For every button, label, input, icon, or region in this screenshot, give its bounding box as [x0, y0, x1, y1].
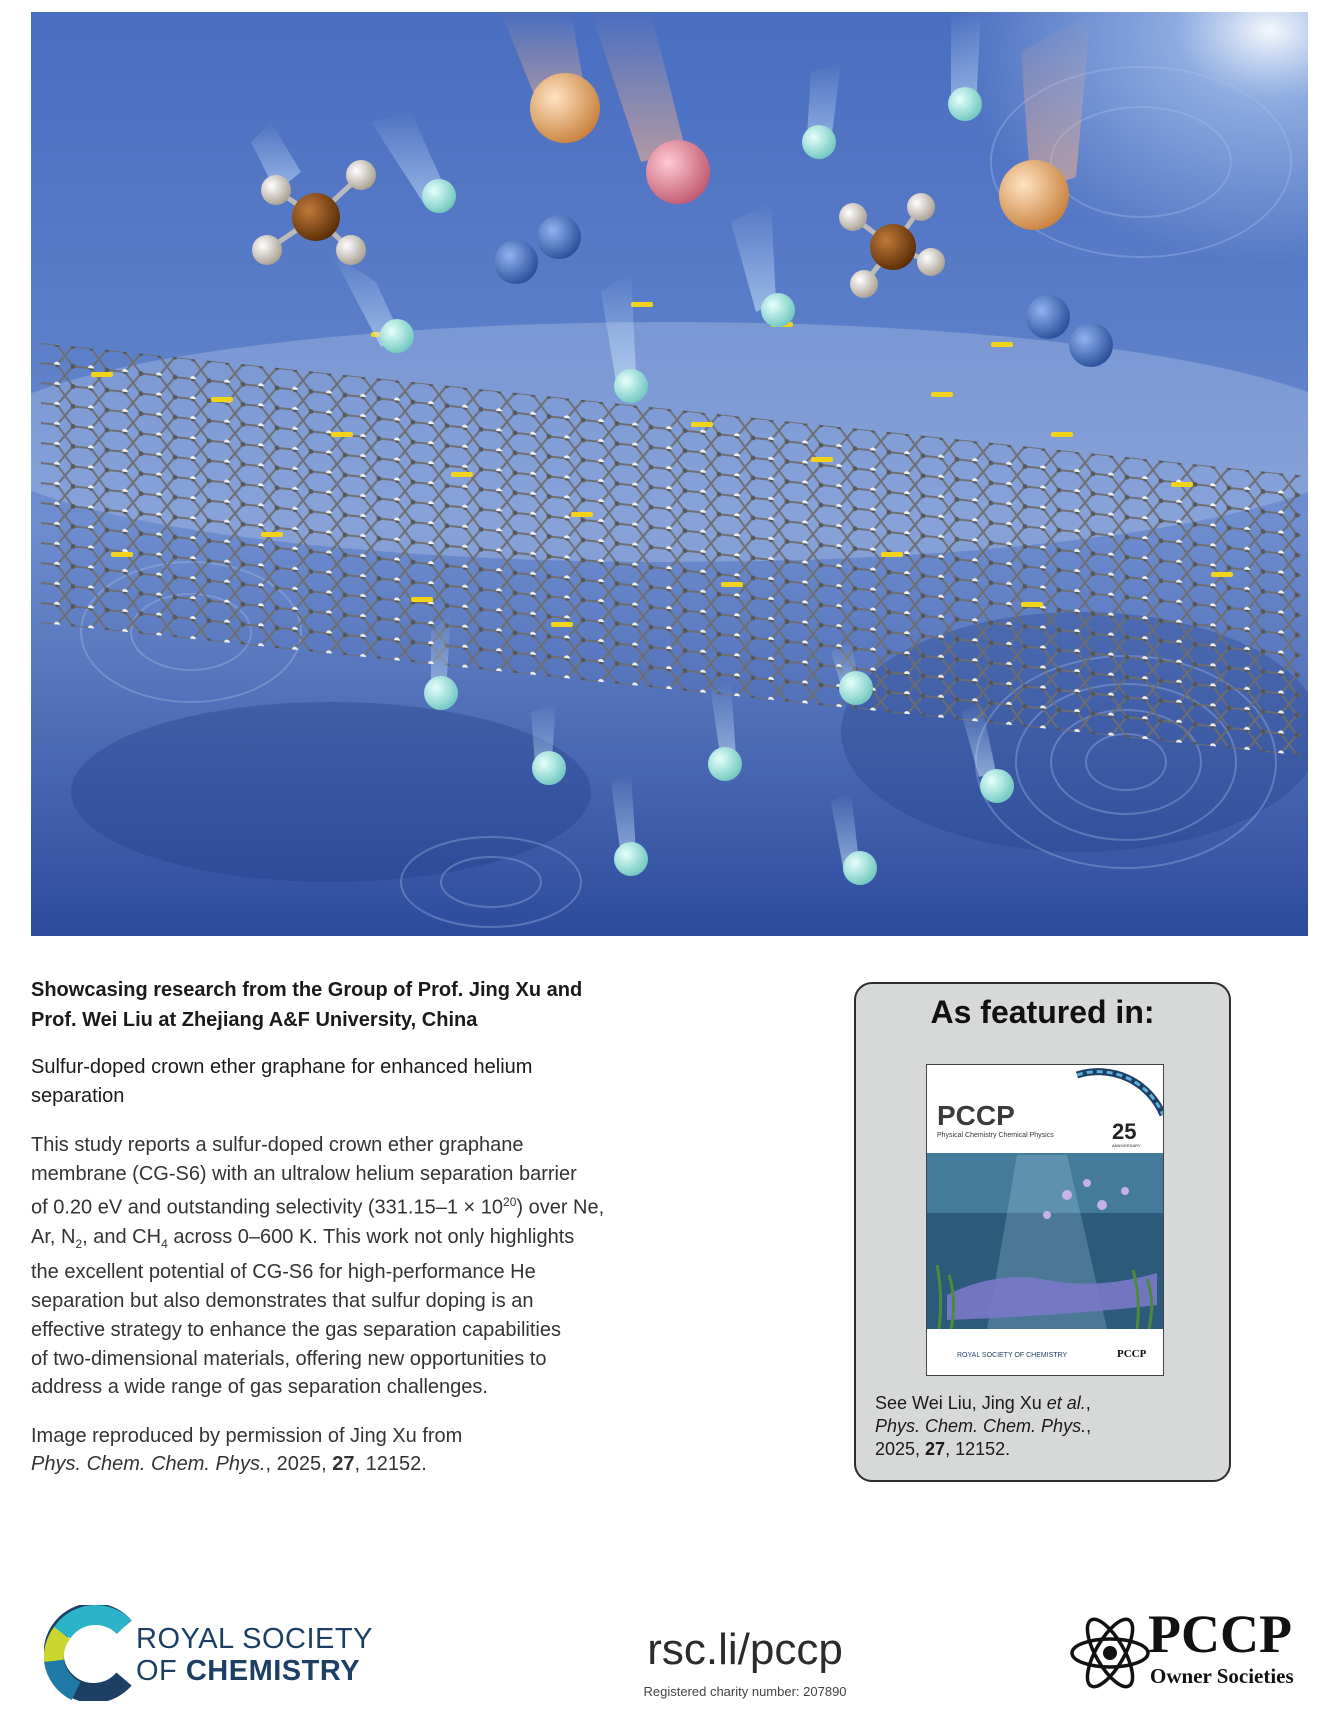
abstract-line: Ar, N [31, 1225, 76, 1248]
rsc-line-1: ROYAL SOCIETY [136, 1623, 373, 1655]
journal-cover-art [927, 1065, 1163, 1375]
abstract-line: effective strategy to enhance the gas separation capabilities [31, 1318, 561, 1341]
rsc-wordmark [136, 1623, 373, 1687]
featured-title: As featured in: [930, 994, 1155, 1030]
credit-year: , 2025, [265, 1453, 333, 1476]
image-credit [31, 1422, 681, 1479]
cover-anniversary-number: 25 [1112, 1119, 1137, 1144]
journal-cover-thumbnail[interactable] [926, 1064, 1164, 1376]
featured-in-box [854, 982, 1231, 1482]
abstract [31, 1131, 681, 1402]
ref-authors: See Wei Liu, Jing Xu [875, 1393, 1047, 1413]
graphene-membrane-illustration [31, 12, 1308, 936]
journal-url-link[interactable]: rsc.li/pccp [647, 1625, 843, 1674]
credit-line: Image reproduced by permission of Jing Xu from [31, 1424, 463, 1447]
article-title-line-2: separation [31, 1085, 125, 1107]
ref-volume: 27 [925, 1439, 946, 1459]
showcase-line-2: Prof. Wei Liu at Zhejiang A&F University, China [31, 1009, 478, 1031]
ref-year: 2025, [875, 1439, 926, 1459]
rsc-logo[interactable] [44, 1605, 394, 1701]
credit-volume: 27 [332, 1453, 355, 1476]
atom-icon [1068, 1592, 1152, 1714]
abstract-line: across 0–600 K. This work not only highlights [167, 1225, 575, 1248]
cover-image [31, 12, 1308, 936]
article-title-line-1: Sulfur-doped crown ether graphane for enhanced helium [31, 1056, 533, 1078]
abstract-line: separation but also demonstrates that sulfur doping is an [31, 1290, 534, 1313]
abstract-line: address a wide range of gas separation challenges. [31, 1376, 488, 1399]
abstract-line: of 0.20 eV and outstanding selectivity (331.15–1 × 10 [31, 1197, 504, 1220]
charity-number: Registered charity number: 207890 [643, 1684, 847, 1699]
ref-journal: Phys. Chem. Chem. Phys. [875, 1416, 1087, 1436]
pccp-subtitle: Owner Societies [1150, 1664, 1294, 1688]
abstract-line: This study reports a sulfur-doped crown ether graphane [31, 1134, 524, 1156]
abstract-line: , and CH [82, 1225, 162, 1248]
article-title [31, 1053, 681, 1111]
cover-journal-subtitle: Physical Chemistry Chemical Physics [937, 1132, 1054, 1139]
cover-anniversary-label: ANNIVERSARY [1112, 1143, 1141, 1148]
pccp-wordmark: PCCP [1148, 1604, 1292, 1664]
ref-pages: , 12152. [945, 1439, 1011, 1459]
abstract-line: of two-dimensional materials, offering new opportunities to [31, 1347, 547, 1370]
showcase-heading [31, 975, 681, 1035]
pccp-owner-societies-logo[interactable] [1068, 1592, 1328, 1714]
featured-reference [875, 1392, 1091, 1461]
rsc-line-2a: OF [136, 1655, 186, 1687]
ref-etal: et al. [1046, 1393, 1086, 1413]
subscript: 2 [75, 1236, 83, 1251]
abstract-line: the excellent potential of CG-S6 for high-performance He [31, 1261, 536, 1284]
rsc-line-2b: CHEMISTRY [185, 1655, 361, 1687]
subscript: 4 [161, 1236, 168, 1251]
ref-comma: , [1086, 1416, 1092, 1436]
exponent: 20 [503, 1195, 517, 1210]
showcase-line-1: Showcasing research from the Group of Prof. Jing Xu and [31, 979, 583, 1001]
abstract-line: membrane (CG-S6) with an ultralow helium separation barrier [31, 1162, 577, 1185]
cover-footer-rsc: ROYAL SOCIETY OF CHEMISTRY [957, 1352, 1068, 1359]
cover-footer-pccp: PCCP [1117, 1348, 1147, 1360]
credit-journal: Phys. Chem. Chem. Phys. [31, 1453, 266, 1476]
article-description [31, 975, 681, 1479]
credit-pages: , 12152. [354, 1453, 427, 1476]
rsc-c-icon [44, 1605, 134, 1701]
abstract-line: ) over Ne, [516, 1197, 605, 1220]
cover-journal-name: PCCP [937, 1100, 1015, 1131]
ref-comma: , [1085, 1393, 1091, 1413]
